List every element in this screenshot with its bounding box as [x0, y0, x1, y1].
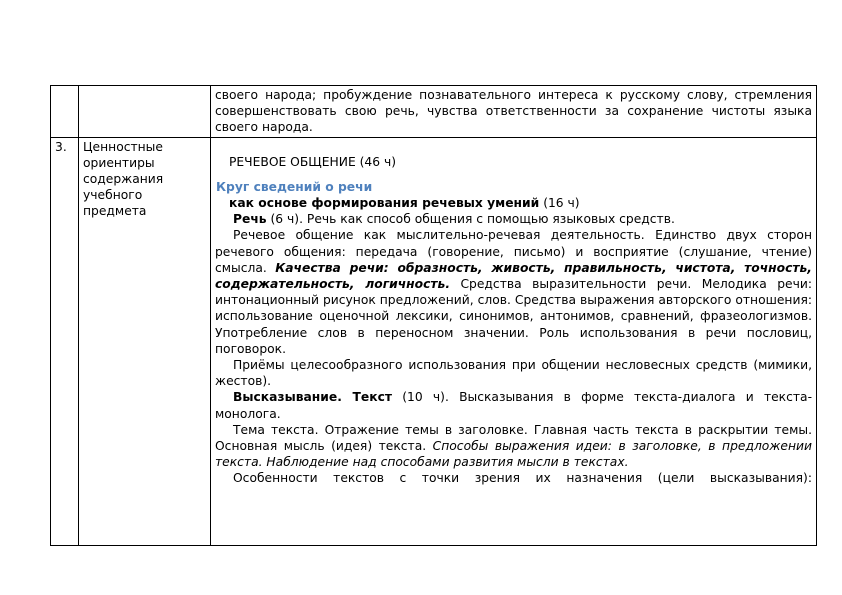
paragraph-theme: [215, 422, 812, 471]
continuation-paragraph: своего народа; пробуждение познавательного интереса к русскому слову, стремления совершенствовать свою речь, чувства ответственности за сохранение чистоты языка своего народа.: [215, 88, 812, 135]
table-row: [51, 86, 817, 138]
content-cell: [211, 137, 817, 545]
paragraph-communication: [215, 227, 812, 357]
utterance-text: (10 ч). Высказывания в форме текста-диалога и текста-монолога.: [215, 390, 813, 421]
subsection-line2: [215, 195, 812, 211]
paragraph-features: Особенности текстов с точки зрения их назначения (цели высказывания):: [233, 471, 812, 486]
row-label: Ценностные ориентиры содержания учебного предмета: [83, 139, 164, 219]
paragraph-nonverbal: Приёмы целесообразного использования при общении несловесных средств (мимики, жестов).: [215, 358, 812, 389]
utterance-term: Высказывание. Текст: [233, 390, 392, 405]
speech-term: Речь: [233, 212, 267, 227]
section-title: РЕЧЕВОЕ ОБЩЕНИЕ (46 ч): [229, 154, 397, 169]
subsection-title: Круг сведений о речи: [216, 179, 373, 194]
table-row: [51, 137, 817, 545]
label-cell: [79, 137, 211, 545]
paragraph-speech: [215, 211, 812, 227]
paragraph-utterance: [215, 389, 812, 421]
number-cell: [51, 137, 79, 545]
communication-text: Речевое общение как мыслительно-речевая деятельность. Единство двух сторон речевого общения: передача (говорение, письмо) и восприятие (слушание, чтение) смысла.: [215, 228, 812, 275]
row-number: 3.: [55, 139, 67, 154]
label-cell: [79, 86, 211, 138]
communication-text-2: Средства выразительности речи. Мелодика речи: интонационный рисунок предложений, слов. Средства выражения авторского отношения: использование оценочной лексики, синонимов, антонимов, сравнений, фразеологизмов. Употребление слов в переносном значении. Роль использования в речи пословиц, поговорок.: [215, 277, 812, 356]
number-cell: [51, 86, 79, 138]
subsection-hours: (16 ч): [539, 196, 580, 211]
speech-text: (6 ч). Речь как способ общения с помощью языковых средств.: [266, 212, 675, 227]
theme-italic: Способы выражения идеи: в заголовке, в предложении текста. Наблюдение над способами развития мысли в текстах.: [215, 439, 812, 470]
content-cell: [211, 86, 817, 138]
theme-text: Тема текста. Отражение темы в заголовке. Главная часть текста в раскрытии темы. Основная мысль (идея) текста.: [215, 422, 812, 454]
speech-qualities: Качества речи: образность, живость, правильность, чистота, точность, содержательность, логичность.: [215, 260, 812, 292]
subsection-line2-bold: как основе формирования речевых умений: [229, 196, 540, 211]
document-table: [50, 85, 817, 546]
